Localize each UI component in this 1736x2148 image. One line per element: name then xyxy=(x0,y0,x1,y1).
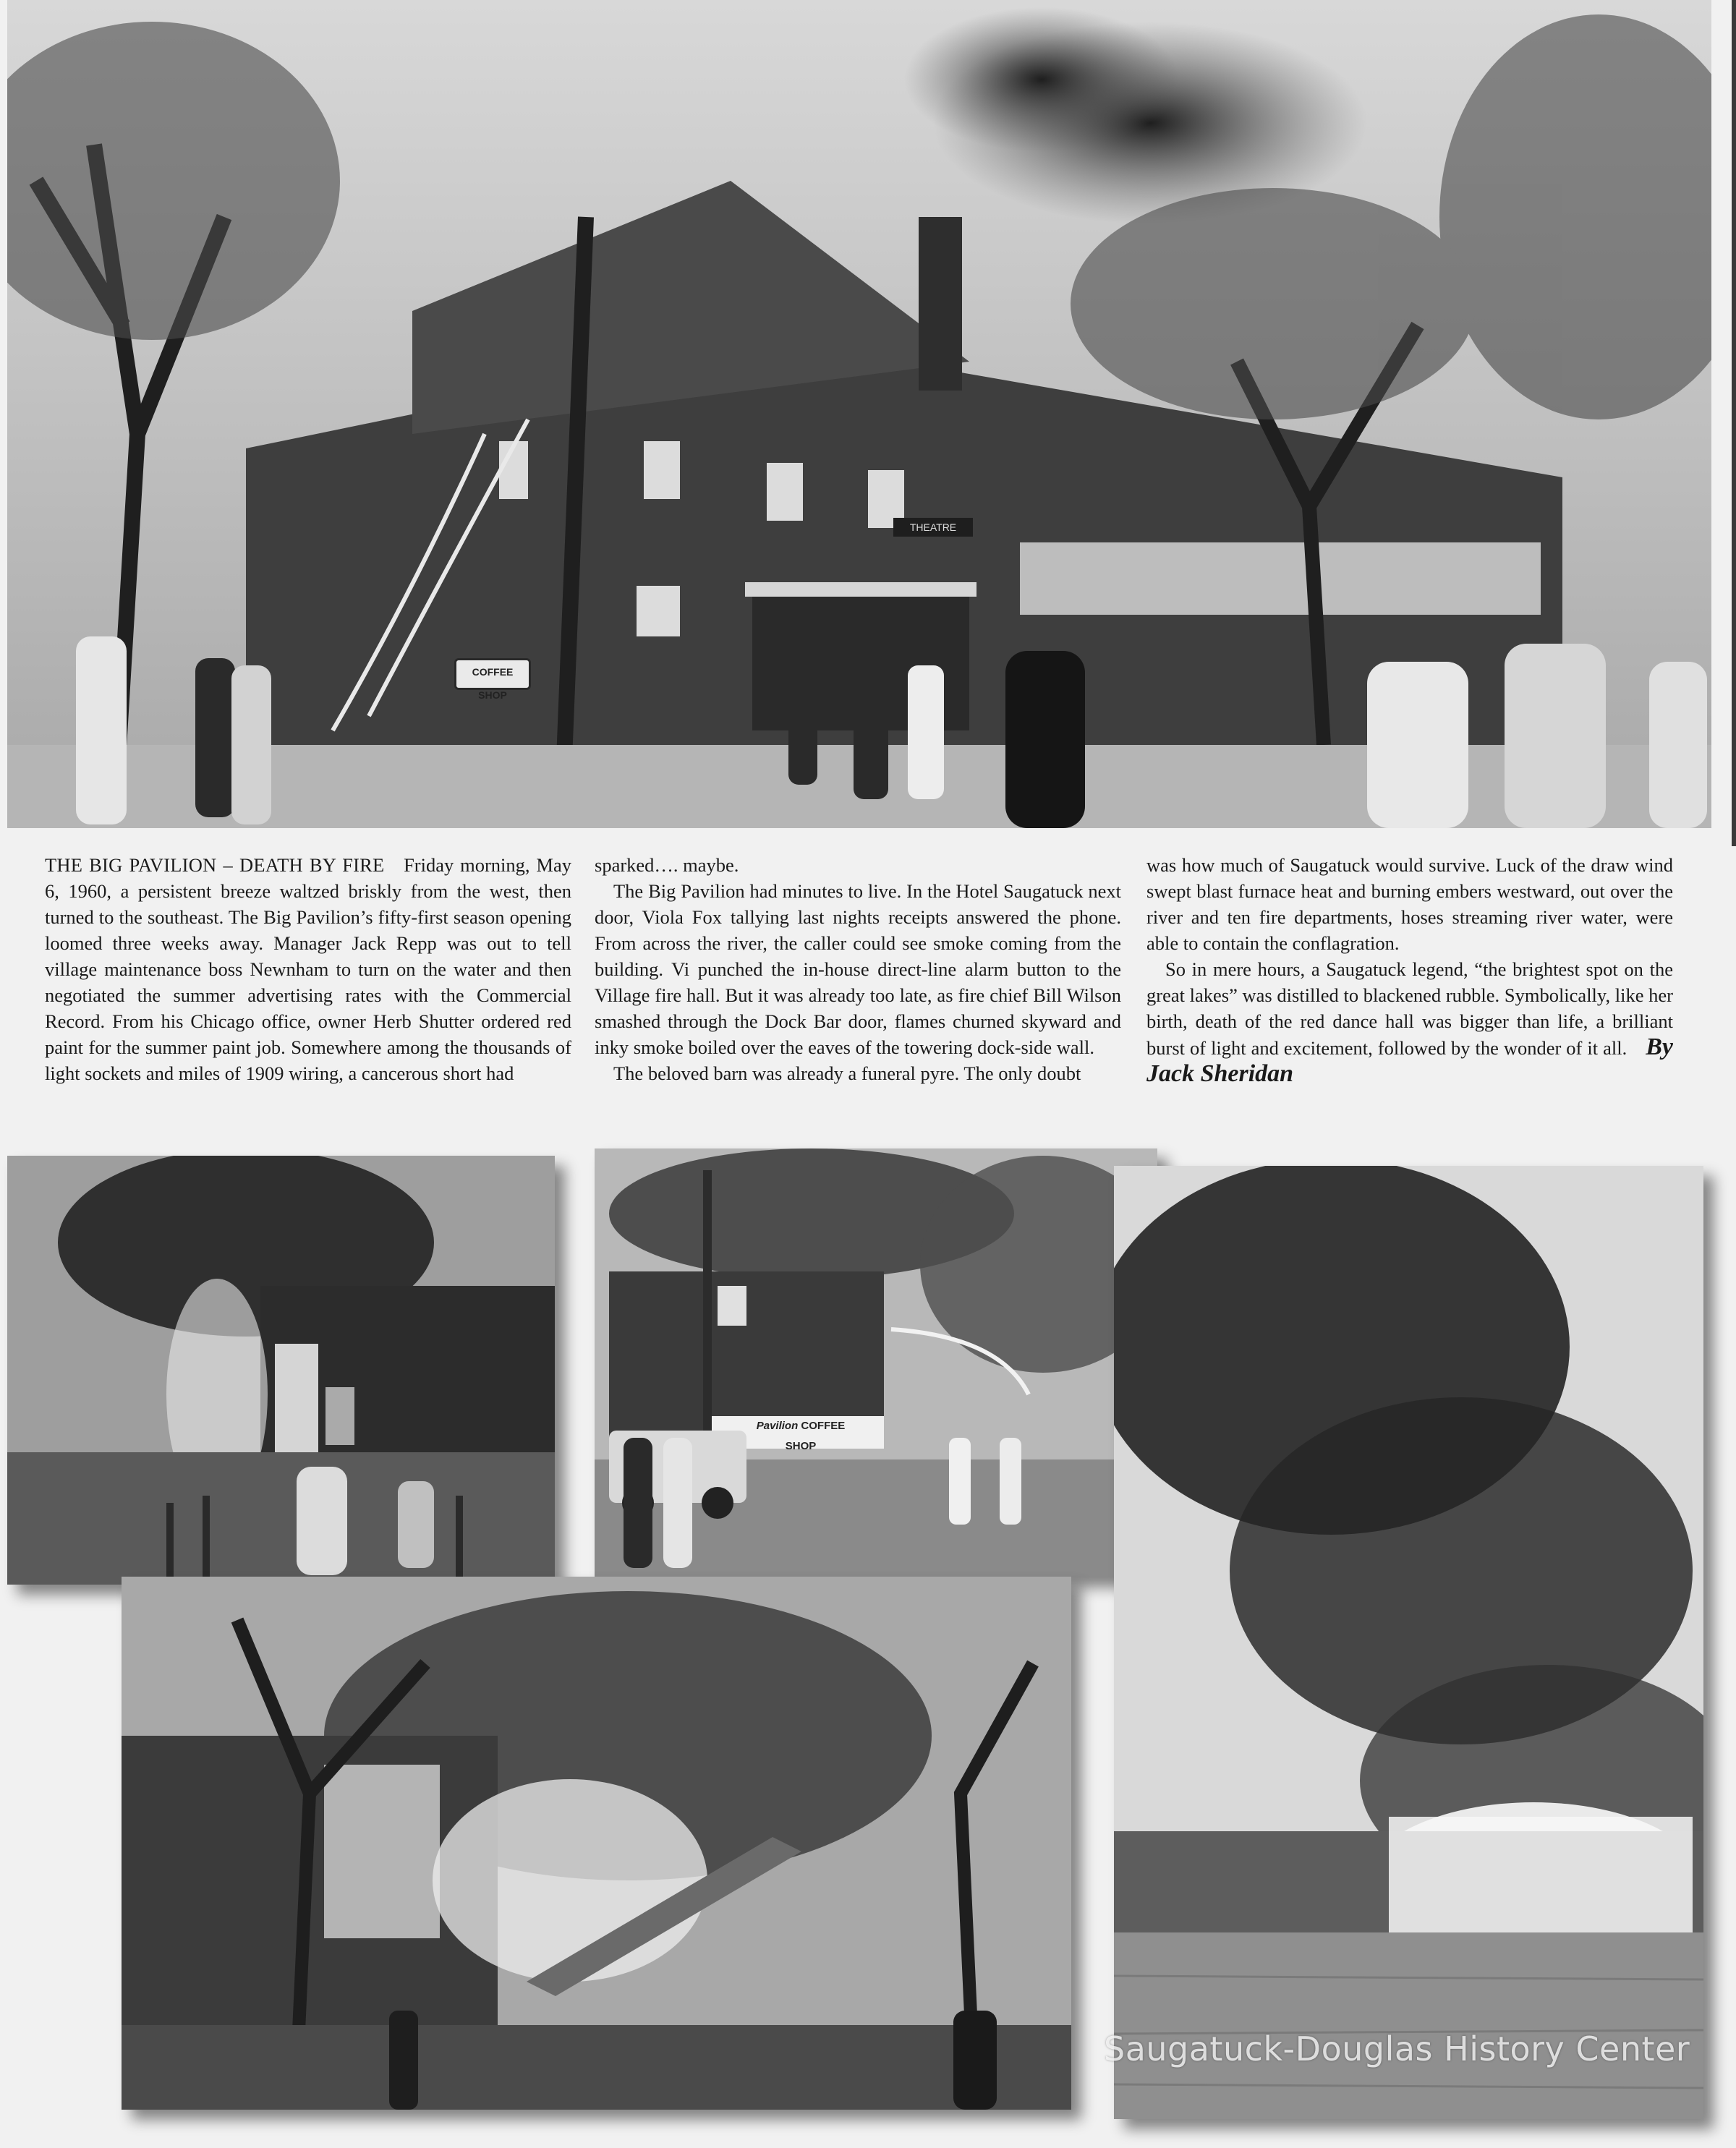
coffee-shop-sign xyxy=(743,1416,859,1452)
photo-river-fire-art xyxy=(1114,1166,1703,2119)
top-photo-pavilion-fire xyxy=(7,0,1711,828)
article-col3-p2: So in mere hours, a Saugatuck legend, “the brightest spot on the great lakes” was distilled to blackened rubble. Symbolically, like her birth, death of the red dance hall was bigger than life, a brilliant burst of light and excitement, followed by the wonder of it all. xyxy=(1146,958,1673,1059)
theatre-sign: THEATRE xyxy=(893,518,973,537)
photo-dock-fire xyxy=(7,1156,555,1585)
article-col2-p1: sparked…. maybe. xyxy=(595,854,739,876)
page-edge-rule xyxy=(1732,0,1736,846)
article-col1-text: Friday morning, May 6, 1960, a persistent breeze waltzed briskly from the west, then turned to the southeast. The Big Pavilion’s fifty-first season opening loomed three weeks away. Manager Jack Repp was out to tell village maintenance boss Newnham to turn on the water and then negotiated the summer advertising rates with the Commercial Record. From his Chicago office, owner Herb Shutter ordered red paint for the summer paint job. Somewhere among the thousands of light sockets and miles of 1909 wiring, a cancerous short had xyxy=(45,854,571,1084)
photo-collapse-fire xyxy=(122,1577,1071,2110)
article-col3-p1: was how much of Saugatuck would survive. Luck of the draw wind swept blast furnace heat and burning embers westward, out over the river and ten fire departments, hoses streaming river water, were able to contain the conflagration. xyxy=(1146,854,1673,954)
article-column-2 xyxy=(595,852,1121,1086)
article-column-3 xyxy=(1146,852,1673,1088)
article-headline: THE BIG PAVILION – DEATH BY FIRE xyxy=(45,854,385,876)
history-center-watermark: Saugatuck-Douglas History Center xyxy=(1104,2029,1690,2068)
photo-river-fire xyxy=(1114,1166,1703,2119)
article-col2-p3: The beloved barn was already a funeral pyre. The only doubt xyxy=(613,1062,1081,1084)
photo-fire-truck-art xyxy=(595,1148,1157,1577)
coffee-sign: COFFEE SHOP xyxy=(454,658,531,690)
article-col2-p2: The Big Pavilion had minutes to live. In the Hotel Saugatuck next door, Viola Fox tallying last nights receipts answered the phone. From across the river, the caller could see smoke coming from the building. Vi punched the in-house direct-line alarm button to the Village fire hall. But it was already too late, as fire chief Bill Wilson smashed through the Dock Bar door, flames churned skyward and inky smoke boiled over the eaves of the towering dock-side wall. xyxy=(595,880,1121,1058)
photo-dock-fire-art xyxy=(7,1156,555,1585)
article-column-1 xyxy=(45,852,571,1086)
photo-collapse-fire-art xyxy=(122,1577,1071,2110)
pavilion-script: Pavilion xyxy=(756,1420,799,1432)
top-photo-art xyxy=(7,0,1711,828)
photo-fire-truck xyxy=(595,1148,1157,1577)
article-byline: By Jack Sheridan xyxy=(1146,1033,1673,1087)
coffee-shop-text: COFFEE SHOP xyxy=(785,1420,846,1452)
